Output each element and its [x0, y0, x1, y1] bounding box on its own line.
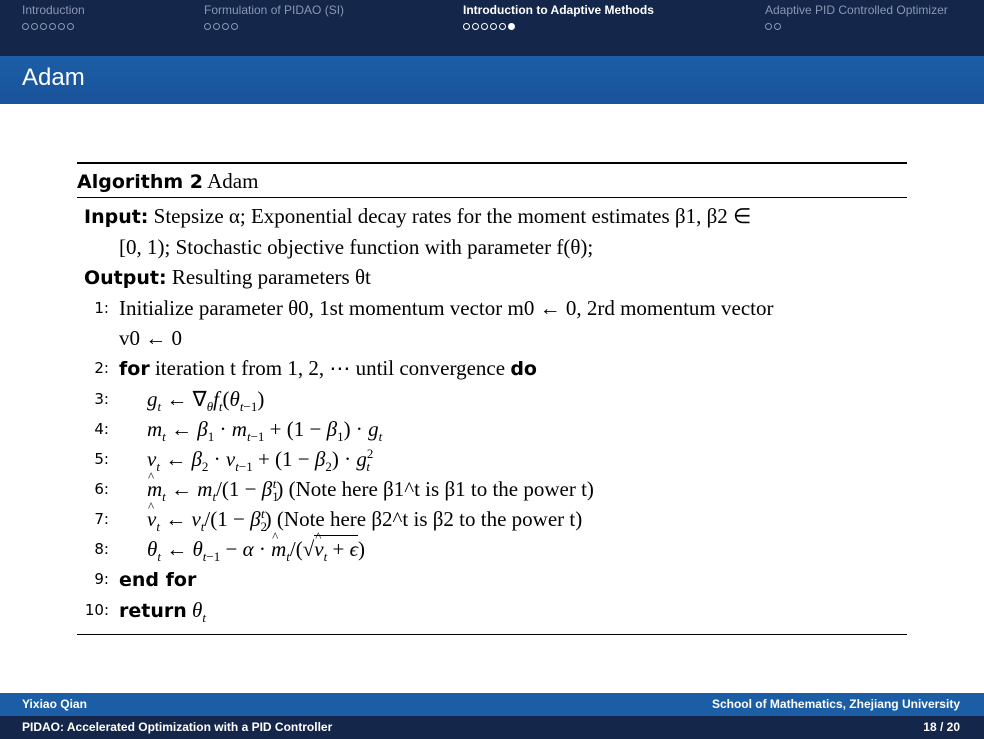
nav-subsection-dots[interactable] [22, 19, 85, 31]
algorithm-line-6 [77, 474, 907, 504]
footer-author: Yixiao Qian [22, 697, 87, 711]
algorithm-line-7 [77, 504, 907, 534]
subsection-dot[interactable] [222, 23, 229, 30]
keyword-end-for: end for [119, 569, 197, 591]
subsection-dot[interactable] [58, 23, 65, 30]
subsection-dot[interactable] [774, 23, 781, 30]
line-text: iteration t from 1, 2, ⋯ until convergence [154, 356, 506, 380]
line-number: 8: [94, 540, 109, 558]
subsection-dot[interactable] [765, 23, 772, 30]
input-text-continued: [0, 1); Stochastic objective function with parameter f(θ); [119, 235, 594, 259]
formula-gradient: $g_t$ ← $\nabla_\theta f_t(\theta_{t-1})$ [147, 387, 265, 415]
subsection-dot[interactable] [463, 23, 470, 30]
nav-section-formulation[interactable] [204, 3, 344, 31]
algorithm-line-10 [77, 595, 907, 626]
formula-first-moment: $m_t$ ← $\beta_1 \cdot m_{t-1} + (1 - \beta_1) \cdot g_t$ [147, 417, 383, 445]
algorithm-line-4 [77, 414, 907, 444]
frame-title-bar [0, 56, 984, 104]
subsection-dot[interactable] [22, 23, 29, 30]
output-label: Output: [84, 267, 167, 289]
return-value: $\theta_t$ [192, 598, 206, 626]
subsection-dot[interactable] [231, 23, 238, 30]
footer-talk-title: PIDAO: Accelerated Optimization with a PID Controller [22, 720, 333, 734]
output-text: Resulting parameters θt [171, 265, 371, 289]
subsection-dot[interactable] [481, 23, 488, 30]
nav-subsection-dots[interactable] [463, 19, 654, 31]
input-label: Input: [84, 206, 149, 228]
nav-section-label: Introduction [22, 3, 85, 17]
footer-affiliation: School of Mathematics, Zhejiang University [711, 697, 960, 711]
algorithm-line-2 [77, 353, 907, 384]
line-note: (Note here β1^t is β1 to the power t) [288, 477, 594, 501]
subsection-dot[interactable] [31, 23, 38, 30]
formula-bias-correction-m: ^ $m_t$ ← $m_t/(1 - \beta_1^t)$ (Note here β1^t is β1 to the power t) [147, 474, 907, 504]
subsection-dot[interactable] [213, 23, 220, 30]
algorithm-body [77, 198, 907, 634]
algorithm-line-9 [77, 564, 907, 595]
nav-section-adaptive-methods[interactable] [463, 3, 654, 31]
subsection-dot[interactable] [49, 23, 56, 30]
formula-parameter-update: $\theta_t$ ← $\theta_{t-1} - \alpha$ · ^ $m_t/(√\^{}$ $v_t + \epsilon$) [147, 534, 907, 564]
line-number: 1: [94, 299, 109, 317]
line-number: 2: [94, 359, 109, 377]
frame-title: Adam [22, 64, 85, 91]
line-text: Initialize parameter θ0, 1st momentum vector m0 ← 0, 2rd momentum vector [119, 296, 774, 320]
line-note: (Note here β2^t is β2 to the power t) [276, 507, 583, 531]
subsection-dot[interactable] [490, 23, 497, 30]
input-line [77, 201, 907, 262]
nav-section-label: Adaptive PID Controlled Optimizer [765, 3, 948, 17]
subsection-dot[interactable] [204, 23, 211, 30]
line-number: 5: [94, 450, 109, 468]
subsection-dot[interactable] [499, 23, 506, 30]
output-line [77, 262, 907, 293]
line-number: 4: [94, 420, 109, 438]
algorithm-line-5 [77, 444, 907, 474]
nav-subsection-dots[interactable] [765, 19, 948, 31]
line-number: 7: [94, 510, 109, 528]
input-text: Stepsize α; Exponential decay rates for the moment estimates β1, β2 ∈ [153, 204, 752, 228]
line-number: 10: [84, 601, 109, 619]
footer-author-bar [0, 693, 984, 716]
line-number: 9: [94, 570, 109, 588]
subsection-dot[interactable] [472, 23, 479, 30]
keyword-for: for [119, 358, 150, 380]
nav-section-adaptive-pid[interactable] [765, 3, 948, 31]
algorithm-box [77, 162, 907, 635]
footer-page-number: 18 / 20 [923, 720, 960, 734]
line-number: 3: [94, 390, 109, 408]
algorithm-line-1 [77, 293, 907, 353]
bottom-rule [77, 634, 907, 635]
subsection-dot[interactable] [40, 23, 47, 30]
nav-section-label: Formulation of PIDAO (SI) [204, 3, 345, 17]
keyword-return: return [119, 600, 187, 622]
algorithm-caption-name: Adam [207, 169, 259, 193]
nav-section-introduction[interactable] [22, 3, 85, 31]
algorithm-line-8 [77, 534, 907, 564]
nav-section-label: Introduction to Adaptive Methods [463, 3, 654, 17]
line-number: 6: [94, 480, 109, 498]
formula-bias-correction-v: ^ $v_t$ ← $v_t/(1 - \beta_2^t)$ (Note here β2^t is β2 to the power t) [147, 504, 907, 534]
algorithm-caption-label: Algorithm 2 [77, 171, 203, 193]
current-slide-dot[interactable] [508, 23, 515, 30]
keyword-do: do [510, 358, 537, 380]
nav-subsection-dots[interactable] [204, 19, 344, 31]
subsection-dot[interactable] [67, 23, 74, 30]
algorithm-line-3 [77, 384, 907, 414]
line-text-continued: v0 ← 0 [119, 326, 182, 350]
footer-title-bar [0, 716, 984, 739]
formula-second-moment: $v_t$ ← $\beta_2 \cdot v_{t-1} + (1 - \beta_2) \cdot g^2_t$ [147, 446, 374, 475]
section-navigation [0, 0, 984, 56]
algorithm-caption [77, 164, 907, 197]
